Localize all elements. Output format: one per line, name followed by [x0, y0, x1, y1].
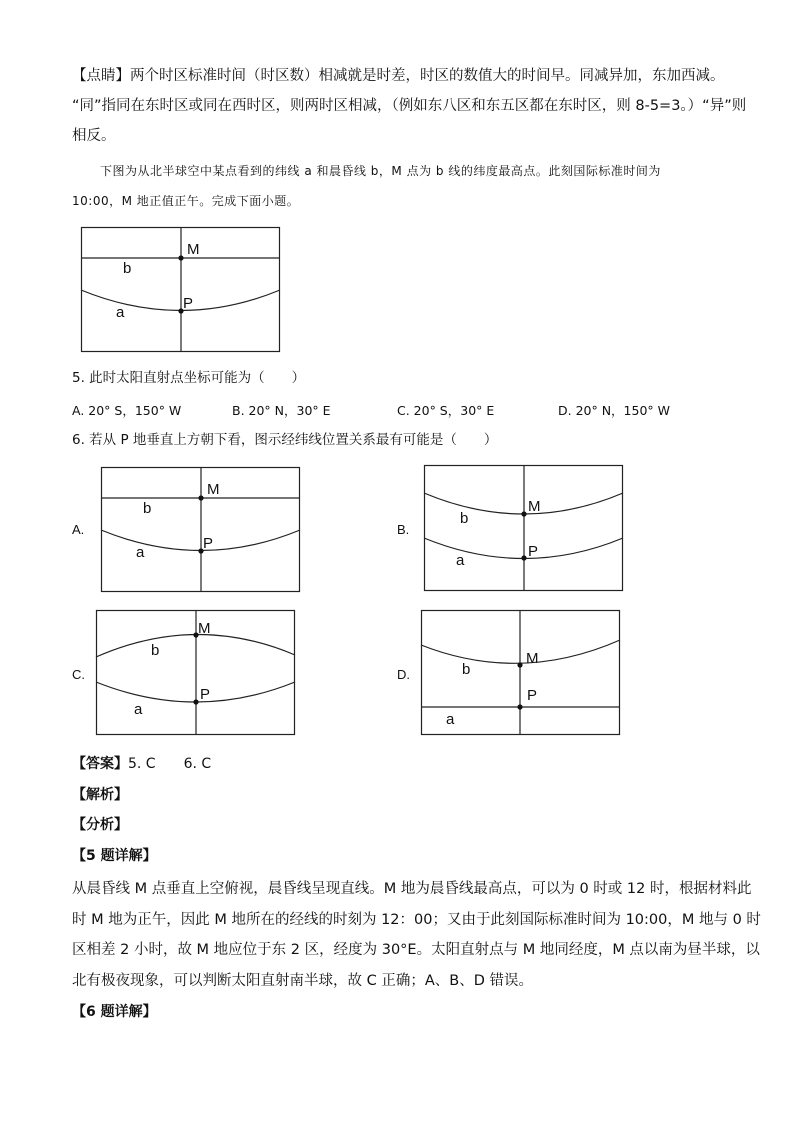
q6-option-a-figure: [101, 467, 301, 593]
answer-text: 5. C 6. C: [128, 756, 212, 772]
q5-option-a: A. 20° S，150° W: [72, 403, 182, 418]
point-m: [178, 255, 183, 260]
q5-detail-line-3: 区相差 2 小时，故 M 地应位于东 2 区，经度为 30°E。太阳直射点与 M 地同经度，M 点以南为昼半球，以: [72, 942, 760, 958]
svg-text:a: a: [134, 701, 143, 718]
fenxi-label: 【分析】: [72, 817, 128, 833]
svg-text:a: a: [446, 711, 455, 728]
label-m: M: [187, 241, 200, 258]
q5-detail-line-2: 时 M 地为正午，因此 M 地所在的经线的时刻为 12：00；又由于此刻国际标准时间为 10:00，M 地与 0 时: [72, 912, 761, 928]
tip-line-1: 【点睛】两个时区标准时间（时区数）相减就是时差，时区的数值大的时间早。同减异加，东加西减。: [72, 68, 725, 84]
svg-text:P: P: [528, 543, 539, 560]
q6-option-c-label: C.: [72, 667, 85, 682]
svg-text:M: M: [528, 498, 541, 515]
answer-label: 【答案】: [72, 756, 128, 772]
svg-text:b: b: [151, 642, 160, 659]
answer-line: [72, 754, 211, 774]
svg-text:b: b: [143, 500, 152, 517]
svg-text:P: P: [203, 535, 214, 552]
q6-option-b-figure: [424, 465, 624, 592]
q6-option-a-label: A.: [72, 522, 85, 537]
svg-text:a: a: [136, 544, 145, 561]
q5-options: [72, 401, 722, 421]
svg-text:M: M: [198, 620, 211, 637]
svg-text:P: P: [200, 686, 211, 703]
intro-line-1: 下图为从北半球空中某点看到的纬线 a 和晨昏线 b，M 点为 b 线的纬度最高点。此刻国际标准时间为: [100, 164, 661, 178]
svg-text:P: P: [527, 687, 538, 704]
svg-text:a: a: [456, 552, 465, 569]
analysis-label: 【解析】: [72, 787, 128, 803]
q6-option-d-figure: [421, 610, 621, 736]
q5-detail-line-1: 从晨昏线 M 点垂直上空俯视，晨昏线呈现直线。M 地为晨昏线最高点，可以为 0 时或 12 时，根据材料此: [72, 881, 752, 897]
tip-line-2: “同”指同在东时区或同在西时区，则两时区相减，（例如东八区和东五区都在东时区，则 8-5=3。）“异”则: [72, 98, 747, 114]
main-figure: [81, 227, 281, 353]
q5-detail-line-4: 北有极夜现象，可以判断太阳直射南半球，故 C 正确；A、B、D 错误。: [72, 973, 533, 989]
q6-option-d-label: D.: [397, 667, 410, 682]
tip-line-3: 相反。: [72, 128, 116, 144]
label-a: a: [116, 304, 125, 321]
q6-option-b-label: B.: [397, 522, 410, 537]
q6-stem: 6. 若从 P 地垂直上方朝下看，图示经纬线位置关系最有可能是（ ）: [72, 432, 498, 448]
q5-stem: 5. 此时太阳直射点坐标可能为（ ）: [72, 370, 306, 386]
svg-text:M: M: [526, 650, 539, 667]
svg-text:b: b: [460, 510, 469, 527]
label-p: P: [183, 295, 194, 312]
q6-option-c-figure: [96, 610, 296, 736]
q6-detail-label: 【6 题详解】: [72, 1004, 157, 1020]
q5-detail-label: 【5 题详解】: [72, 848, 157, 864]
q5-option-d: D. 20° N，150° W: [558, 403, 670, 418]
label-b: b: [123, 260, 132, 277]
svg-text:b: b: [462, 661, 471, 678]
intro-line-2: 10:00，M 地正值正午。完成下面小题。: [72, 194, 300, 208]
svg-text:M: M: [207, 481, 220, 498]
q5-option-b: B. 20° N，30° E: [232, 403, 331, 418]
q5-option-c: C. 20° S，30° E: [397, 403, 495, 418]
